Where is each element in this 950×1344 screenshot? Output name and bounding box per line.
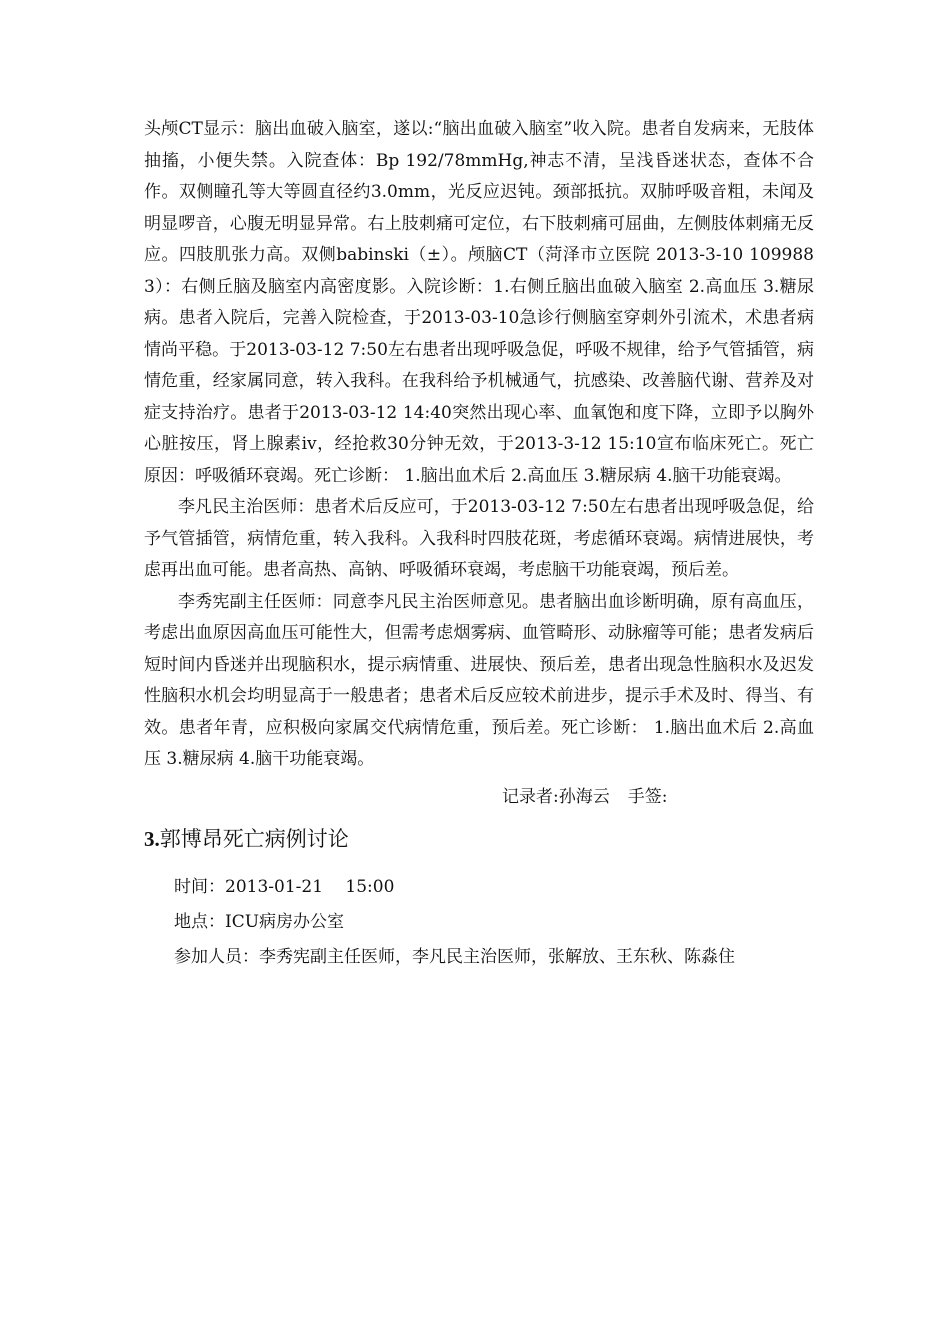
meeting-time: 时间：2013-01-21 15:00: [174, 876, 395, 897]
recorder-name: 记录者:孙海云: [502, 786, 610, 807]
paragraph-associate-chief-opinion: 李秀宪副主任医师：同意李凡民主治医师意见。患者脑出血诊断明确，原有高血压，考虑出血原因高血压可能性大，但需考虑烟雾病、血管畸形、动脉瘤等可能；患者发病后短时间内昏迷并出现脑积水，提示病情重、进展快、预后差，患者出现急性脑积水及迟发性脑积水机会均明显高于一般患者；患者术后反应较术前进步，提示手术及时、得当、有效。患者年青，应积极向家属交代病情危重，预后差。死亡诊断： 1.脑出血术后 2.高血压 3.糖尿病 4.脑干功能衰竭。: [144, 591, 814, 769]
section-number: 3.: [144, 826, 160, 851]
recorder-line: [144, 784, 814, 810]
meeting-participants: 参加人员：李秀宪副主任医师，李凡民主治医师，张解放、王东秋、陈淼住: [174, 946, 735, 967]
signature-label: 手签:: [627, 786, 668, 807]
section-title: 郭博昂死亡病例讨论: [159, 826, 349, 851]
paragraph-attending-opinion: 李凡民主治医师：患者术后反应可，于2013-03-12 7:50左右患者出现呼吸急促，给予气管插管，病情危重，转入我科。入我科时四肢花斑，考虑循环衰竭。病情进展快，考虑再出血可能。患者高热、高钠、呼吸循环衰竭，考虑脑干功能衰竭，预后差。: [144, 497, 814, 580]
paragraph-case-history: 头颅CT显示：脑出血破入脑室，遂以:“脑出血破入脑室”收入院。患者自发病来，无肢体抽搐，小便失禁。入院查体：Bp 192/78mmHg,神志不清，呈浅昏迷状态，查体不合作。双侧瞳孔等大等圆直径约3.0mm，光反应迟钝。颈部抵抗。双肺呼吸音粗，未闻及明显啰音，心腹无明显异常。右上肢刺痛可定位，右下肢刺痛可屈曲，左侧肢体刺痛无反应。四肢肌张力高。双侧babinski（±）。颅脑CT（菏泽市立医院 2013-3-10 1099883）：右侧丘脑及脑室内高密度影。入院诊断：1.右侧丘脑出血破入脑室 2.高血压 3.糖尿病。患者入院后，完善入院检查，于2013-03-10急诊行侧脑室穿刺外引流术，术患者病情尚平稳。于2013-03-12 7:50左右患者出现呼吸急促，呼吸不规律，给予气管插管，病情危重，经家属同意，转入我科。在我科给予机械通气，抗感染、改善脑代谢、营养及对症支持治疗。患者于2013-03-12 14:40突然出现心率、血氧饱和度下降，立即予以胸外心脏按压，肾上腺素iv，经抢救30分钟无效，于2013-3-12 15:10宣布临床死亡。死亡原因：呼吸循环衰竭。死亡诊断： 1.脑出血术后 2.高血压 3.糖尿病 4.脑干功能衰竭。: [144, 119, 814, 486]
meeting-place: 地点：ICU病房办公室: [174, 911, 345, 932]
section-heading: [144, 820, 814, 858]
document-page: [144, 114, 814, 975]
